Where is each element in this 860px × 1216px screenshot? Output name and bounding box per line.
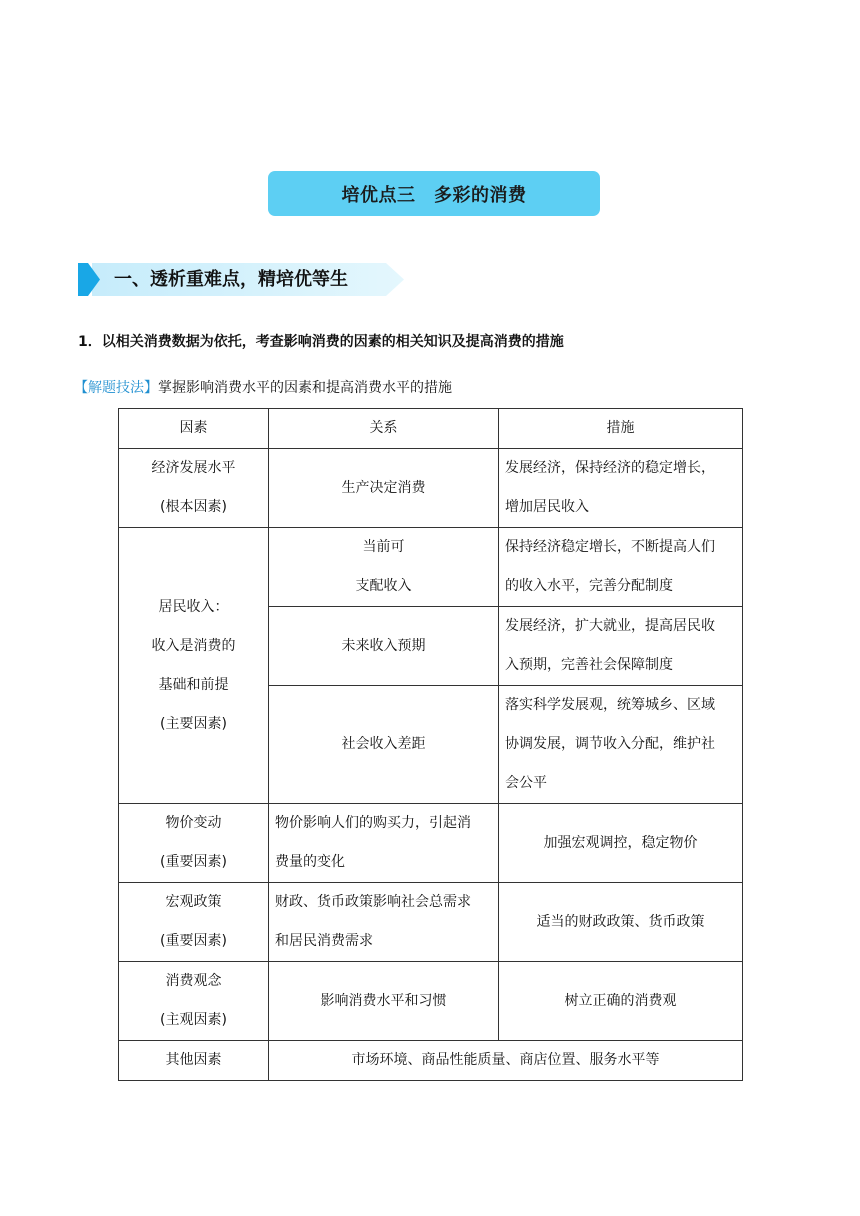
table-row: [119, 804, 743, 883]
factor-cell: 居民收入： 收入是消费的 基础和前提 (主要因素): [119, 528, 269, 804]
relation-cell: 未来收入预期: [269, 607, 499, 686]
header-measure: 措施: [499, 409, 743, 449]
factor-cell: 消费观念 (主观因素): [119, 962, 269, 1041]
merged-cell: 市场环境、商品性能质量、商店位置、服务水平等: [269, 1041, 743, 1081]
section-heading: 一、透析重难点，精培优等生: [114, 269, 348, 290]
tip-line: [74, 377, 452, 397]
relation-cell: 当前可 支配收入: [269, 528, 499, 607]
factors-table: [118, 408, 743, 1081]
factor-cell: 经济发展水平 (根本因素): [119, 449, 269, 528]
header-factor: 因素: [119, 409, 269, 449]
table-header-row: [119, 409, 743, 449]
relation-cell: 生产决定消费: [269, 449, 499, 528]
relation-cell: 社会收入差距: [269, 686, 499, 804]
table-row: [119, 528, 743, 607]
factor-cell: 其他因素: [119, 1041, 269, 1081]
page-title: 培优点三 多彩的消费: [268, 171, 600, 216]
table-row: [119, 962, 743, 1041]
relation-cell: 影响消费水平和习惯: [269, 962, 499, 1041]
factor-cell: 物价变动 (重要因素): [119, 804, 269, 883]
relation-cell: 物价影响人们的购买力，引起消 费量的变化: [269, 804, 499, 883]
measure-cell: 加强宏观调控，稳定物价: [499, 804, 743, 883]
measure-cell: 树立正确的消费观: [499, 962, 743, 1041]
header-relation: 关系: [269, 409, 499, 449]
factor-cell: 宏观政策 (重要因素): [119, 883, 269, 962]
measure-cell: 落实科学发展观，统筹城乡、区域 协调发展，调节收入分配，维护社 会公平: [499, 686, 743, 804]
relation-cell: 财政、货币政策影响社会总需求 和居民消费需求: [269, 883, 499, 962]
tip-tag: 【解题技法】: [74, 380, 158, 396]
measure-cell: 发展经济，保持经济的稳定增长， 增加居民收入: [499, 449, 743, 528]
table-row: [119, 1041, 743, 1081]
section-banner: [78, 263, 404, 296]
tip-text: 掌握影响消费水平的因素和提高消费水平的措施: [158, 380, 452, 396]
measure-cell: 发展经济，扩大就业，提高居民收 入预期，完善社会保障制度: [499, 607, 743, 686]
measure-cell: 保持经济稳定增长，不断提高人们 的收入水平，完善分配制度: [499, 528, 743, 607]
table-row: [119, 449, 743, 528]
table-row: [119, 883, 743, 962]
measure-cell: 适当的财政政策、货币政策: [499, 883, 743, 962]
point-heading: 1．以相关消费数据为依托，考查影响消费的因素的相关知识及提高消费的措施: [78, 334, 564, 350]
